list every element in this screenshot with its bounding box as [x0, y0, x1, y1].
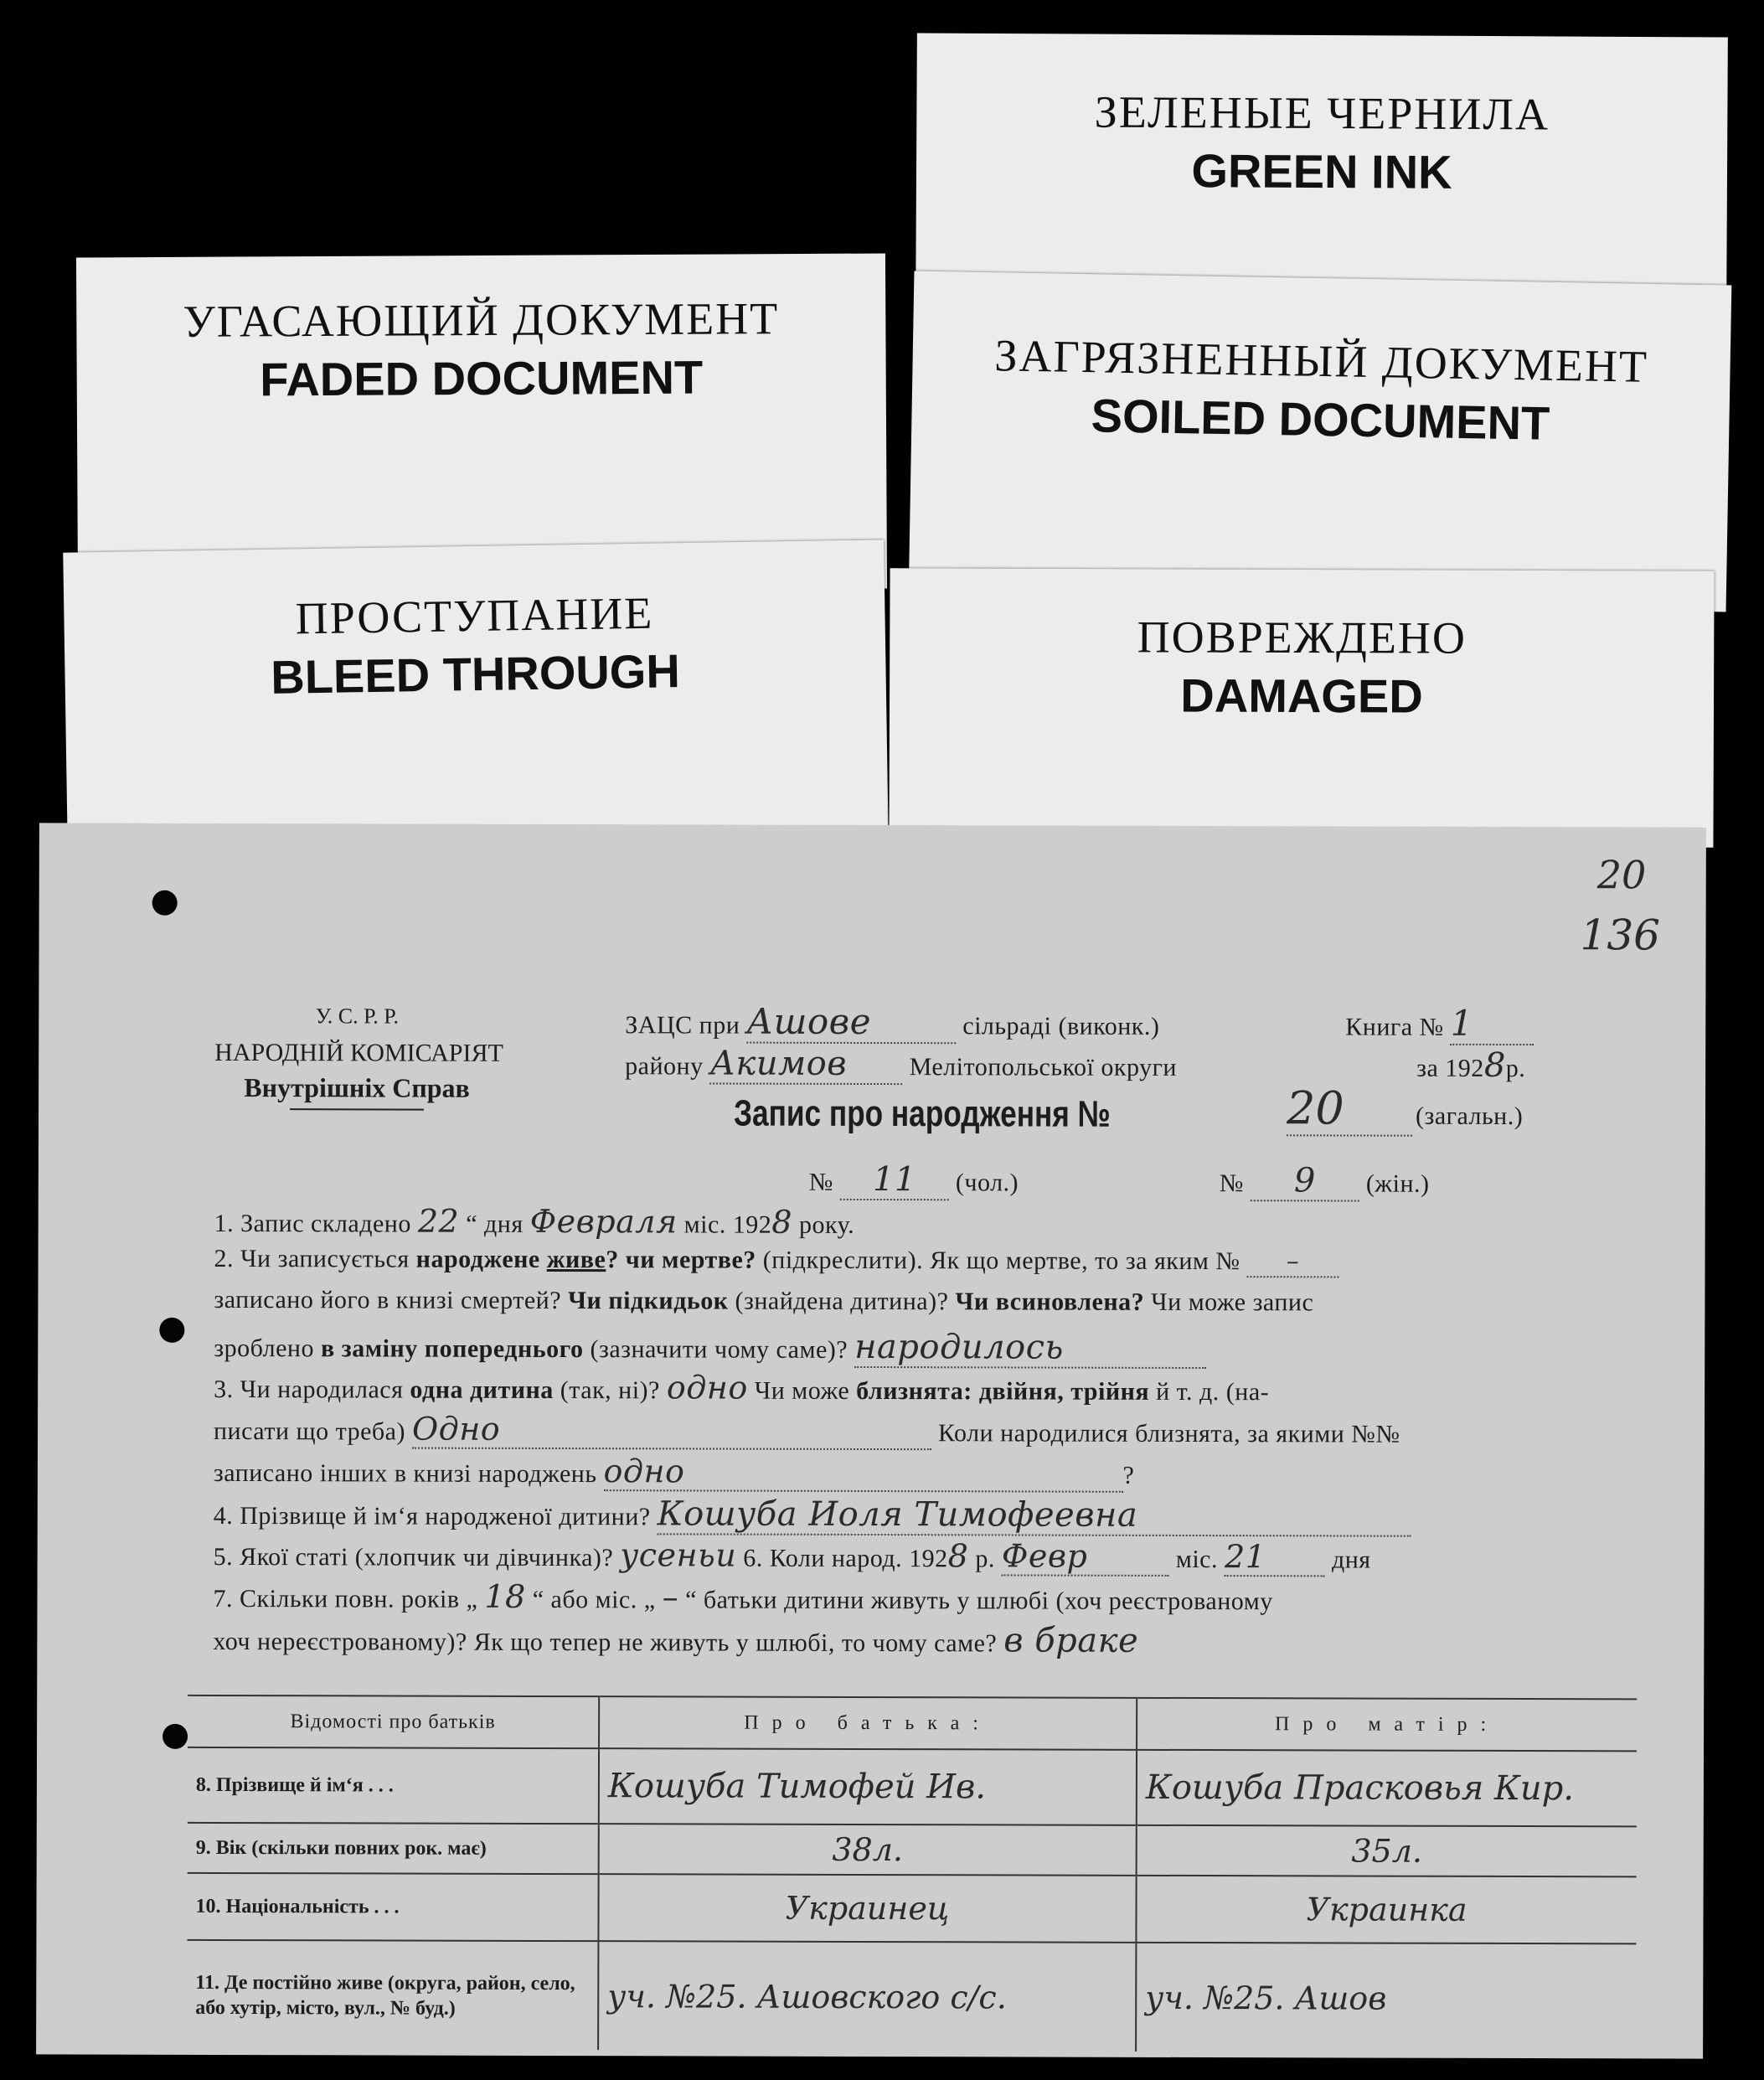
issuer-block [214, 1004, 503, 1111]
record-line-5 [214, 1368, 1269, 1407]
commissariat-line: НАРОДНІЙ КОМІСАРІЯТ [214, 1038, 503, 1067]
table-row [188, 1823, 1637, 1877]
father-cell: Украинец [598, 1874, 1136, 1943]
record-line-3 [214, 1286, 1313, 1317]
book-line [1345, 1002, 1534, 1045]
line9-text: 5. Якої статі (хлопчик чи дівчинка)? [213, 1542, 614, 1572]
marriage-months-value: – [662, 1578, 679, 1616]
line11-text: хоч нереєстрованому)? Як що тепер не живуть у шлюбі, то чому саме? [213, 1627, 998, 1658]
line9-text: міс. [1175, 1545, 1219, 1574]
male-label: № [808, 1168, 833, 1196]
district-line [625, 1044, 1177, 1086]
female-number: 9 [1251, 1161, 1359, 1201]
line1-text: міс. 192 [683, 1210, 772, 1239]
zags-line [625, 1000, 1159, 1045]
row-dots: . . . [374, 1895, 400, 1918]
title-number: 20 [1287, 1081, 1412, 1136]
corner-number-2: 136 [1580, 911, 1661, 960]
row-label [188, 1823, 599, 1874]
row-label-text: 9. Вік (скільки повних рок. має) [195, 1836, 487, 1860]
table-row [188, 1747, 1637, 1827]
line7-text: записано інших в книзі народжень [213, 1458, 597, 1489]
line10-text: “ або міс. „ [532, 1585, 656, 1614]
record-line-7 [214, 1452, 1135, 1493]
line2-bold: живе [546, 1245, 606, 1274]
zags-prefix: ЗАЦС при [625, 1011, 740, 1040]
line5-bold: близнята: двійня, трійня [856, 1376, 1150, 1406]
line9-text: р. [975, 1545, 995, 1573]
damaged-ru: ПОВРЕЖДЕНО [1137, 612, 1467, 663]
green-ink-en: GREEN INK [1191, 144, 1452, 199]
mother-cell: Кошуба Прасковья Кир. [1137, 1750, 1637, 1827]
faded-en: FADED DOCUMENT [260, 350, 704, 406]
record-line-10 [213, 1577, 1272, 1617]
female-label: № [1219, 1169, 1244, 1198]
birth-month-value: Февр [1002, 1537, 1169, 1577]
line1-text: “ дня [466, 1210, 524, 1238]
line5-text: й т. д. (на- [1156, 1377, 1270, 1406]
faded-ru: УГАСАЮЩИЙ ДОКУМЕНТ [183, 293, 780, 347]
line3-text: (знайдена дитина)? [735, 1287, 949, 1316]
okruh-label: Мелітопольської округи [909, 1053, 1178, 1081]
line10-text: 7. Скільки повн. років „ [213, 1584, 478, 1613]
book-label: Книга № [1345, 1013, 1444, 1041]
line3-bold: Чи всиновлена? [955, 1288, 1145, 1316]
punch-hole [159, 1318, 184, 1343]
line10-text: “ батьки дитини живуть у шлюбі (хоч реєстрованому [685, 1586, 1273, 1616]
single-child-value: одно [666, 1369, 748, 1406]
marriage-status-value: в браке [1003, 1621, 1139, 1660]
mother-cell: Украинка [1136, 1876, 1636, 1944]
header-cell: Про матір: [1137, 1698, 1637, 1752]
soiled-document-card [909, 271, 1732, 612]
punch-hole [162, 1724, 188, 1749]
marriage-years-value: 18 [484, 1577, 526, 1615]
corner-number-1: 20 [1596, 852, 1647, 898]
mother-cell: уч. №25. Ашов [1136, 1943, 1636, 2053]
soiled-en: SOILED DOCUMENT [1091, 389, 1550, 450]
record-day-value: 22 [417, 1202, 460, 1240]
bleed-en: BLEED THROUGH [270, 644, 681, 704]
record-year-value: 8 [771, 1203, 793, 1241]
row-label-text: 10. Національність [195, 1895, 369, 1917]
green-ink-card [916, 33, 1728, 313]
line1-text: 1. Запис складено [214, 1209, 411, 1238]
row-label [187, 1873, 598, 1941]
village-value: Ашове [746, 1001, 956, 1045]
line3-text: Чи може запис [1151, 1288, 1314, 1317]
line1-text: року. [798, 1210, 855, 1239]
bleed-through-card [63, 539, 889, 854]
year-line [1416, 1046, 1525, 1085]
table-row [187, 1940, 1636, 2053]
line5-bold: одна дитина [410, 1375, 554, 1405]
line5-text: Чи може [754, 1376, 850, 1405]
table-row [187, 1873, 1636, 1944]
child-name-value: Кошуба Иоля Тимофеевна [658, 1494, 1411, 1536]
damaged-en: DAMAGED [1180, 668, 1423, 723]
record-line-1 [214, 1202, 855, 1241]
line5-text: (так, ні)? [560, 1376, 660, 1405]
record-line-2 [214, 1244, 1339, 1278]
header-cell: Про батька: [599, 1696, 1137, 1750]
year-suffix: р. [1505, 1054, 1526, 1083]
line9-text: 6. Коли народ. 192 [743, 1544, 948, 1573]
line4-text: зроблено [214, 1334, 315, 1363]
death-book-value: – [1246, 1246, 1338, 1277]
district-value: Акимов [710, 1044, 903, 1085]
female-count-line [1220, 1161, 1430, 1202]
district-label: району [625, 1052, 704, 1081]
sex-value: усеньи [620, 1536, 737, 1574]
line9-text: дня [1331, 1546, 1371, 1574]
record-line-6 [214, 1410, 1400, 1452]
father-cell: Кошуба Тимофей Ив. [599, 1748, 1137, 1825]
line2-text: 2. Чи записується [214, 1244, 410, 1273]
record-month-value: Февраля [529, 1202, 678, 1241]
row-label: 11. Де постійно живе (округа, район, село, або хутір, місто, вул., № буд.) [187, 1940, 598, 2050]
line6-text: писати що треба) [213, 1417, 406, 1446]
line6-text: Коли народилися близнята, за якими №№ [937, 1419, 1400, 1448]
father-cell: 38л. [599, 1824, 1137, 1876]
parents-table-header [188, 1695, 1637, 1752]
line2-bold: народжене [415, 1245, 540, 1273]
birth-day-value: 21 [1225, 1538, 1325, 1577]
twins-book-value: одно [604, 1453, 1123, 1493]
record-line-11 [213, 1619, 1138, 1660]
birth-year-value: 8 [947, 1537, 969, 1575]
book-number: 1 [1451, 1003, 1534, 1045]
line7-text: ? [1122, 1461, 1135, 1489]
bleed-ru: ПРОСТУПАНИЕ [295, 587, 654, 644]
row-dots: . . . [368, 1773, 394, 1797]
record-title [734, 1093, 1111, 1136]
mother-cell: 35л. [1137, 1825, 1637, 1877]
year-prefix: за 192 [1416, 1054, 1484, 1082]
green-ink-ru: ЗЕЛЕНЫЕ ЧЕРНИЛА [1094, 86, 1550, 140]
line3-bold: Чи підкидьок [568, 1287, 729, 1315]
line2-text: (підкреслити). Як що мертве, то за яким № [762, 1246, 1240, 1276]
replacement-value: народилось [854, 1328, 1206, 1369]
father-cell: уч. №25. Ашовского с/с. [598, 1941, 1136, 2052]
line8-text: 4. Прізвище й ім‘я народженої дитини? [213, 1501, 651, 1531]
line3-text: записано його в книзі смертей? [214, 1285, 562, 1315]
title-number-group [1287, 1081, 1523, 1137]
row-label-text: 8. Прізвище й ім‘я [195, 1773, 364, 1796]
header-cell: Відомості про батьків [188, 1695, 599, 1748]
council-label: сільраді (виконк.) [962, 1012, 1160, 1040]
line4-text: (зазначити чому саме)? [590, 1335, 848, 1364]
divider [290, 1108, 424, 1110]
title-text: Запис про народження № [733, 1092, 1111, 1135]
female-suffix: (жін.) [1365, 1169, 1430, 1198]
ministry-line: Внутрішніх Справ [244, 1072, 470, 1103]
record-line-9 [214, 1535, 1371, 1577]
year-digit: 8 [1483, 1045, 1506, 1085]
line4-bold: в заміну попереднього [320, 1334, 584, 1364]
male-suffix: (чол.) [955, 1169, 1019, 1197]
title-suffix: (загальн.) [1415, 1102, 1524, 1131]
row-label [188, 1747, 599, 1824]
birth-record-form [36, 823, 1706, 2058]
twins-value: Одно [412, 1411, 931, 1451]
record-line-8 [214, 1494, 1411, 1537]
ussr-line: У. С. Р. Р. [315, 1004, 400, 1029]
record-line-4 [214, 1326, 1206, 1369]
damaged-card [889, 568, 1714, 847]
soiled-ru: ЗАГРЯЗНЕННЫЙ ДОКУМЕНТ [993, 330, 1649, 392]
male-count-line [809, 1160, 1019, 1201]
line2-bold: ? чи мертве? [606, 1246, 756, 1274]
line5-text: 3. Чи народилася [214, 1375, 404, 1404]
punch-hole [152, 890, 178, 916]
parents-table [187, 1695, 1637, 2053]
male-number: 11 [840, 1160, 949, 1200]
